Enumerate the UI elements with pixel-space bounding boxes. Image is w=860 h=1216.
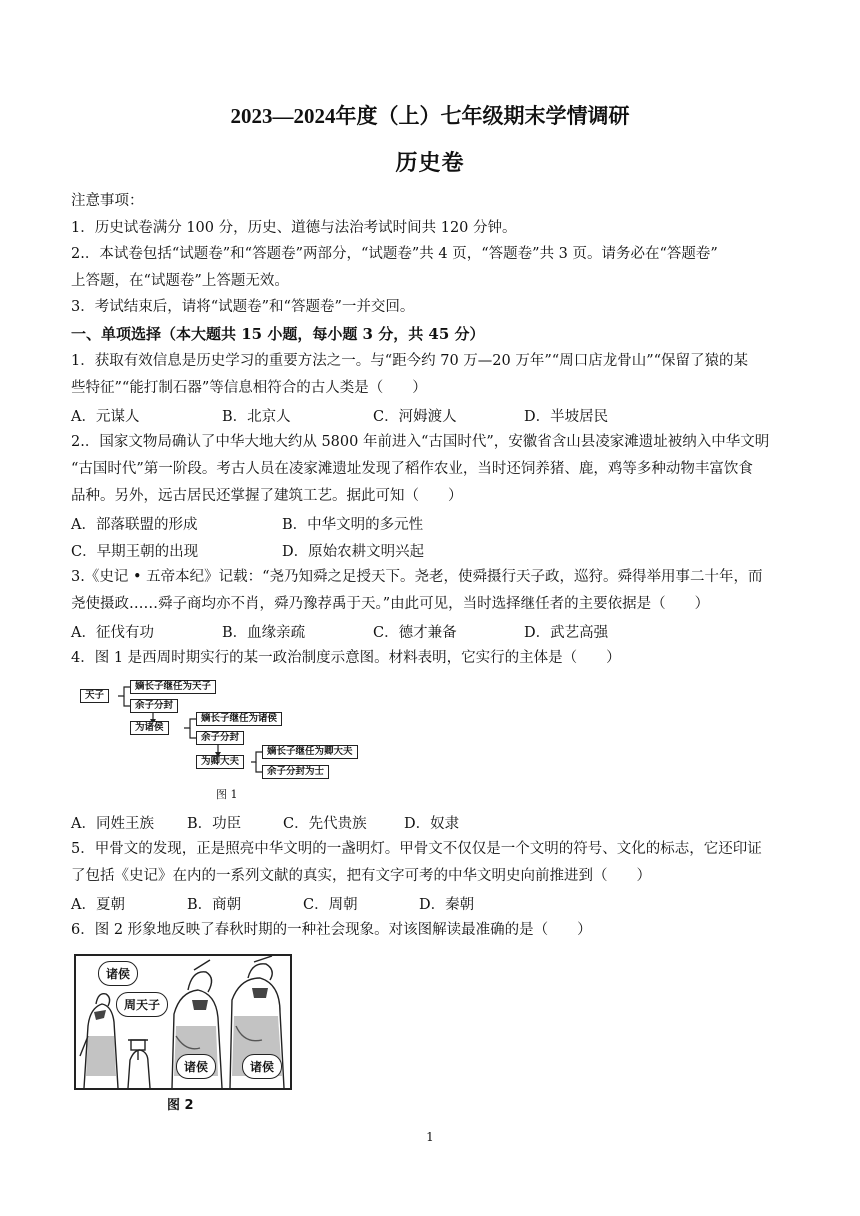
q3-option-d[interactable]: D．武艺高强 bbox=[524, 625, 609, 641]
q1-option-c[interactable]: C．河姆渡人 bbox=[373, 409, 457, 425]
notice-item: 1．历史试卷满分 100 分，历史、道德与法治考试时间共 120 分钟。 bbox=[71, 220, 517, 236]
section-heading: 一、单项选择（本大题共 15 小题，每小题 3 分，共 45 分） bbox=[71, 325, 485, 343]
question-3-text: 3.《史记 • 五帝本纪》记载：“尧乃知舜之足授天下。尧老，使舜摄行天子政，巡狩。舜得举用事二十年，而 bbox=[71, 569, 763, 585]
q4-option-c[interactable]: C．先代贵族 bbox=[283, 816, 367, 832]
question-2-text: “古国时代”第一阶段。考古人员在凌家滩遗址发现了稻作农业，当时还饲养猪、鹿，鸡等多种动物丰富饮食 bbox=[71, 461, 753, 477]
q4-option-b[interactable]: B．功臣 bbox=[187, 816, 242, 832]
q1-option-b[interactable]: B．北京人 bbox=[222, 409, 291, 425]
figure-1-caption: 图 1 bbox=[216, 788, 238, 801]
q5-option-c[interactable]: C．周朝 bbox=[303, 897, 358, 913]
figure-1-diagram bbox=[78, 676, 378, 804]
box-eldest-son-zhuhou: 嫡长子继任为诸侯 bbox=[196, 712, 282, 726]
q2-option-d[interactable]: D．原始农耕文明兴起 bbox=[282, 544, 425, 560]
figure-2-cartoon bbox=[74, 954, 292, 1090]
question-4-text: 4．图 1 是西周时期实行的某一政治制度示意图。材料表明，它实行的主体是（ ） bbox=[71, 650, 621, 666]
box-eldest-son-tianzi: 嫡长子继任为天子 bbox=[130, 680, 216, 694]
notice-heading: 注意事项： bbox=[71, 193, 144, 209]
question-5-text: 5．甲骨文的发现，正是照亮中华文明的一盏明灯。甲骨文不仅仅是一个文明的符号、文化的标志，它还印证 bbox=[71, 841, 762, 857]
page-number: 1 bbox=[426, 1130, 434, 1144]
q5-option-d[interactable]: D．秦朝 bbox=[419, 897, 475, 913]
box-other-sons-shi: 余子分封为士 bbox=[262, 765, 329, 779]
box-eldest-son-qingdafu: 嫡长子继任为卿大夫 bbox=[262, 745, 358, 759]
exam-title: 2023—2024年度（上）七年级期末学情调研 bbox=[230, 104, 630, 128]
question-1-text: 1．获取有效信息是历史学习的重要方法之一。与“距今约 70 万—20 万年”“周口店龙骨山”“保留了猿的某 bbox=[71, 353, 749, 369]
question-5-text: 了包括《史记》在内的一系列文献的真实，把有文字可考的中华文明史向前推进到（ ） bbox=[71, 868, 651, 884]
bubble-zhuhou-top: 诸侯 bbox=[98, 961, 138, 986]
q5-option-b[interactable]: B．商朝 bbox=[187, 897, 242, 913]
box-zhuhou: 为诸侯 bbox=[130, 721, 169, 735]
q3-option-c[interactable]: C．德才兼备 bbox=[373, 625, 457, 641]
bubble-zhuhou-bottom-right: 诸侯 bbox=[242, 1054, 282, 1079]
q1-option-a[interactable]: A．元谋人 bbox=[71, 409, 140, 425]
question-2-text: 品种。另外，远古居民还掌握了建筑工艺。据此可知（ ） bbox=[71, 488, 463, 504]
question-1-text: 些特征”“能打制石器”等信息相符合的古人类是（ ） bbox=[71, 380, 427, 396]
box-tianzi: 天子 bbox=[80, 689, 109, 703]
q1-option-d[interactable]: D．半坡居民 bbox=[524, 409, 609, 425]
notice-item: 上答题，在“试题卷”上答题无效。 bbox=[71, 273, 289, 289]
q2-option-a[interactable]: A．部落联盟的形成 bbox=[71, 517, 198, 533]
figure-2-caption: 图 2 bbox=[167, 1098, 194, 1113]
notice-item: 3．考试结束后，请将“试题卷”和“答题卷”一并交回。 bbox=[71, 299, 415, 315]
notice-item: 2.．本试卷包括“试题卷”和“答题卷”两部分，“试题卷”共 4 页，“答题卷”共 3 页。请务必在“答题卷” bbox=[71, 246, 718, 262]
box-qingdafu: 为卿大夫 bbox=[196, 755, 244, 769]
bubble-zhoutianzi: 周天子 bbox=[116, 992, 168, 1017]
box-other-sons-enfeoffed: 余子分封 bbox=[196, 731, 244, 745]
q3-option-b[interactable]: B．血缘亲疏 bbox=[222, 625, 306, 641]
question-6-text: 6．图 2 形象地反映了春秋时期的一种社会现象。对该图解读最准确的是（ ） bbox=[71, 922, 592, 938]
exam-subtitle: 历史卷 bbox=[395, 150, 465, 175]
q2-option-c[interactable]: C．早期王朝的出现 bbox=[71, 544, 199, 560]
box-other-sons-enfeoffed: 余子分封 bbox=[130, 699, 178, 713]
question-3-text: 尧使摄政……舜子商均亦不肖，舜乃豫荐禹于天。”由此可见，当时选择继任者的主要依据是（ ） bbox=[71, 596, 710, 612]
bubble-zhuhou-bottom-left: 诸侯 bbox=[176, 1054, 216, 1079]
q4-option-a[interactable]: A．同姓王族 bbox=[71, 816, 154, 832]
q3-option-a[interactable]: A．征伐有功 bbox=[71, 625, 154, 641]
q5-option-a[interactable]: A．夏朝 bbox=[71, 897, 125, 913]
q2-option-b[interactable]: B．中华文明的多元性 bbox=[282, 517, 424, 533]
question-2-text: 2.．国家文物局确认了中华大地大约从 5800 年前进入“古国时代”，安徽省含山县凌家滩遗址被纳入中华文明 bbox=[71, 434, 770, 450]
q4-option-d[interactable]: D．奴隶 bbox=[404, 816, 460, 832]
